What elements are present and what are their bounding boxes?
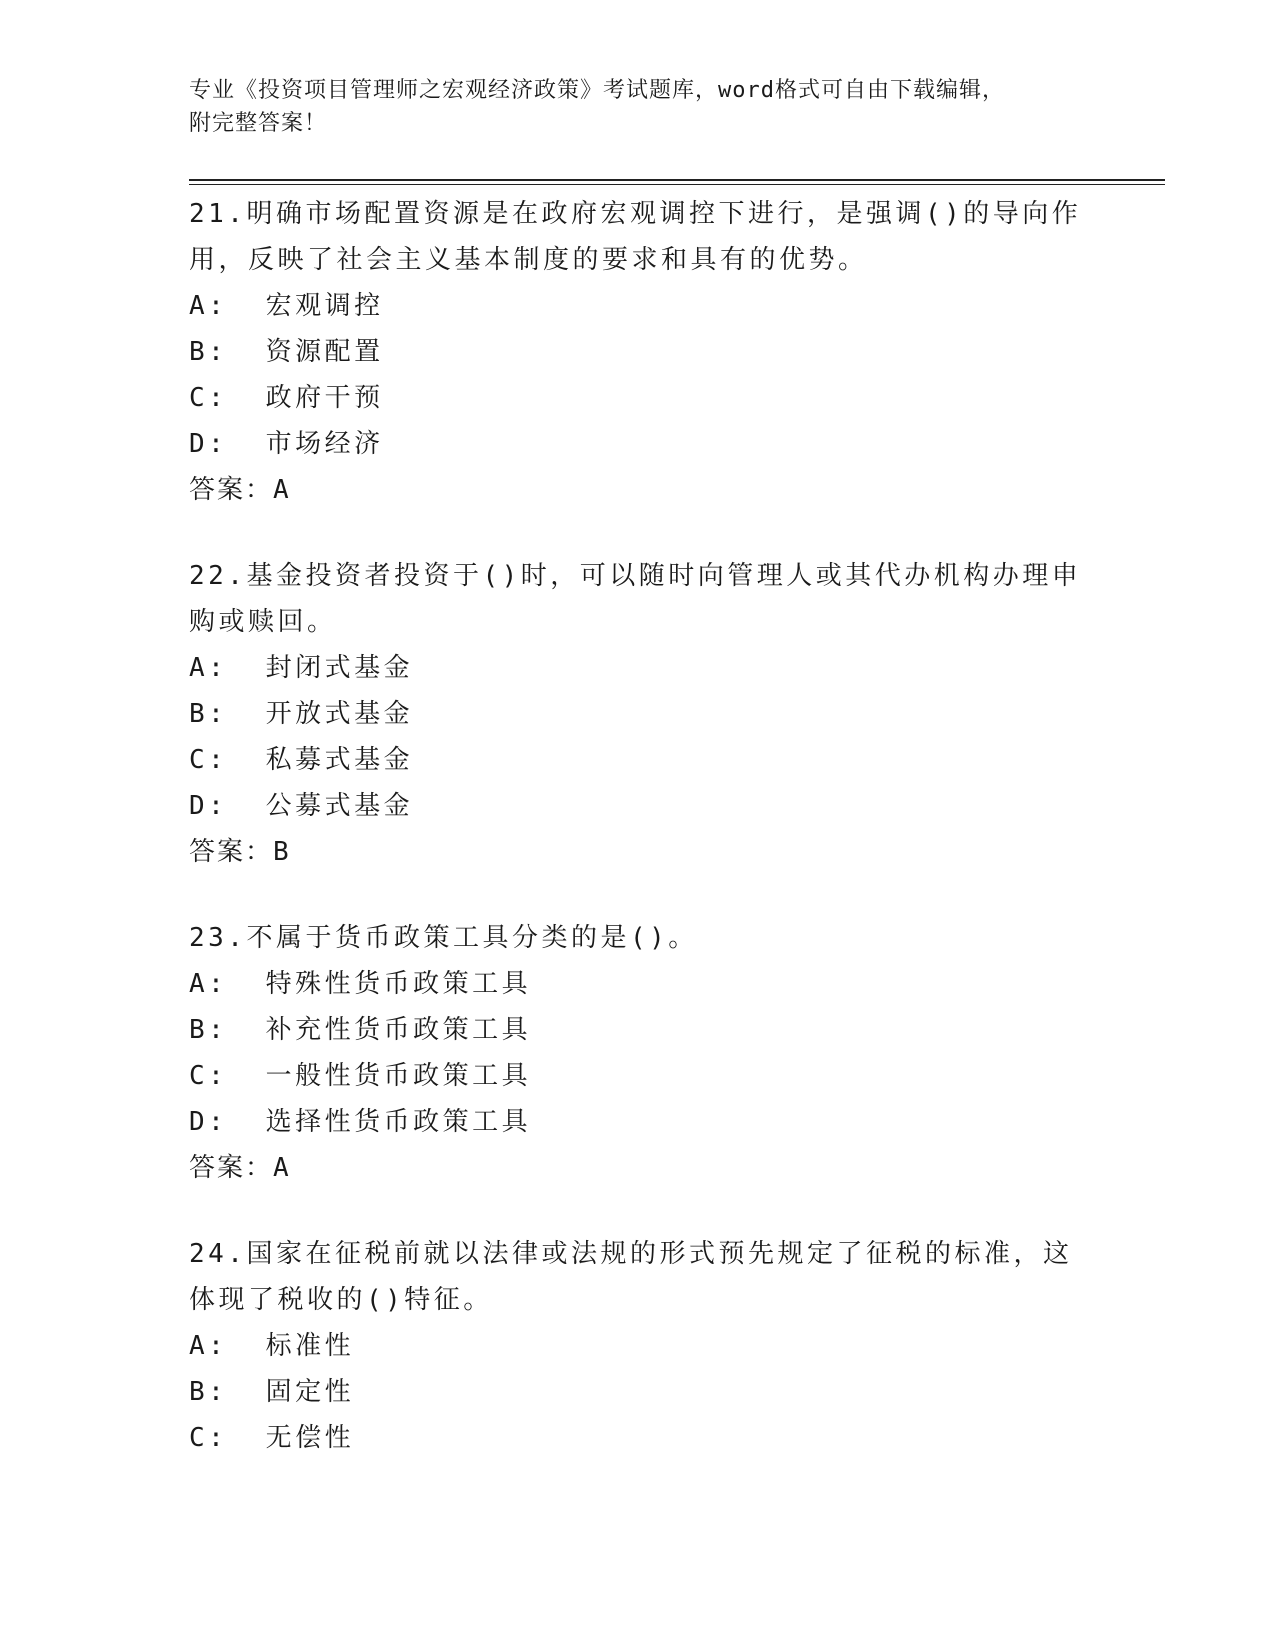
- header-divider-thick: [189, 179, 1165, 181]
- document-header: [189, 74, 1089, 140]
- question-list: [189, 191, 1089, 1501]
- question-text: 21.明确市场配置资源是在政府宏观调控下进行，是强调()的导向作用，反映了社会主义基本制度的要求和具有的优势。: [189, 199, 1082, 275]
- option-b: B: 开放式基金: [189, 699, 414, 729]
- header-line-1: 专业《投资项目管理师之宏观经济政策》考试题库，word格式可自由下载编辑，: [189, 78, 1005, 103]
- question-text: 22.基金投资者投资于()时，可以随时向管理人或其代办机构办理申购或赎回。: [189, 561, 1082, 637]
- question-text: 24.国家在征税前就以法律或法规的形式预先规定了征税的标准，这体现了税收的()特征。: [189, 1239, 1073, 1315]
- option-c: C: 无偿性: [189, 1423, 355, 1453]
- option-a: A: 标准性: [189, 1331, 355, 1361]
- header-divider-thin: [189, 184, 1165, 185]
- option-c: C: 政府干预: [189, 383, 384, 413]
- answer-line: 答案：A: [189, 1153, 291, 1183]
- option-c: C: 一般性货币政策工具: [189, 1061, 532, 1091]
- question-text: 23.不属于货币政策工具分类的是()。: [189, 923, 698, 953]
- option-a: A: 封闭式基金: [189, 653, 414, 683]
- question-24: [189, 1231, 1089, 1461]
- answer-line: 答案：A: [189, 475, 291, 505]
- option-d: D: 公募式基金: [189, 791, 414, 821]
- option-d: D: 市场经济: [189, 429, 384, 459]
- option-b: B: 固定性: [189, 1377, 355, 1407]
- option-b: B: 补充性货币政策工具: [189, 1015, 532, 1045]
- question-22: [189, 553, 1089, 875]
- option-a: A: 宏观调控: [189, 291, 384, 321]
- question-23: [189, 915, 1089, 1191]
- answer-line: 答案：B: [189, 837, 291, 867]
- option-d: D: 选择性货币政策工具: [189, 1107, 532, 1137]
- option-b: B: 资源配置: [189, 337, 384, 367]
- option-a: A: 特殊性货币政策工具: [189, 969, 532, 999]
- option-c: C: 私募式基金: [189, 745, 414, 775]
- header-line-2: 附完整答案！: [189, 111, 328, 136]
- question-21: [189, 191, 1089, 513]
